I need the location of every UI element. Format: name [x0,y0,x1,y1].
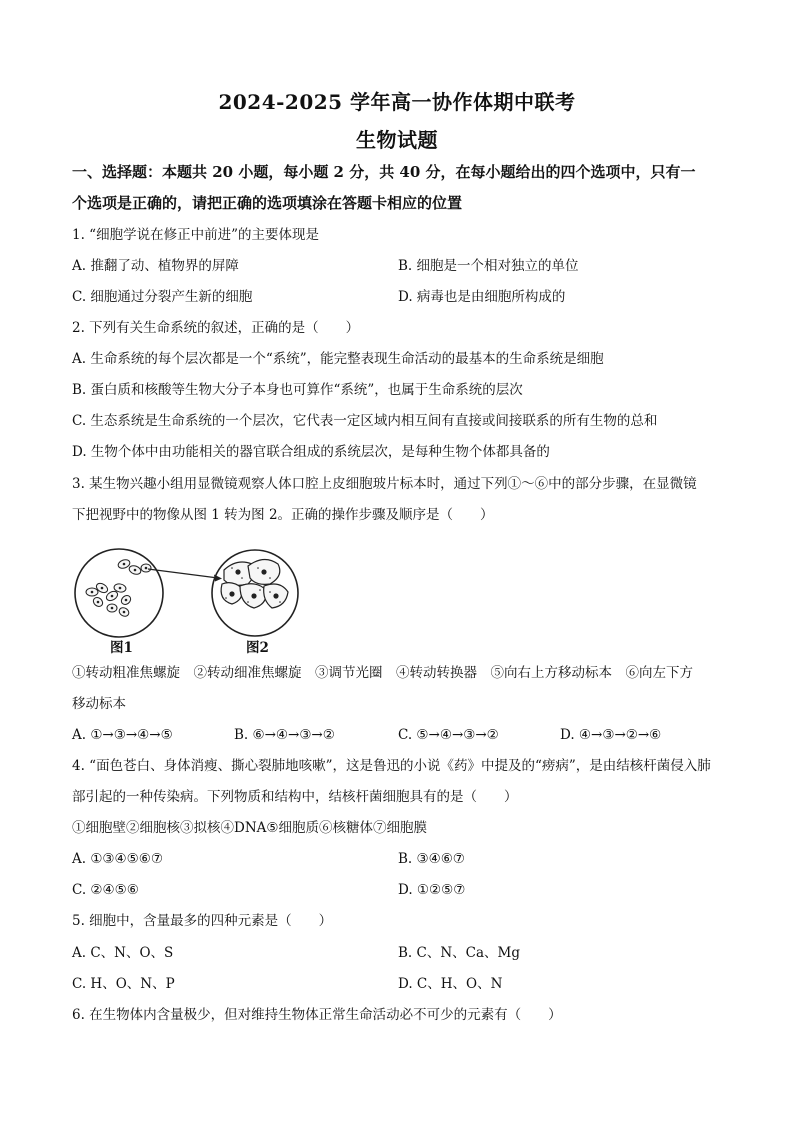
question-2-option-d: D. 生物个体中由功能相关的器官联合组成的系统层次，是每种生物个体都具备的 [72,444,550,460]
question-4-option-c: C. ②④⑤⑥ [72,882,139,898]
question-4-stem-line2: 部引起的一种传染病。下列物质和结构中，结核杆菌细胞具有的是（ ） [72,789,518,805]
microscope-views-svg [72,540,312,658]
exam-title: 2024-2025 学年高一协作体期中联考 [218,90,576,114]
question-1-option-d: D. 病毒也是由细胞所构成的 [398,289,566,305]
question-5-option-b: B. C、N、Ca、Mg [398,945,520,961]
question-4-option-d: D. ①②⑤⑦ [398,882,466,898]
question-3-option-d: D. ④→③→②→⑥ [560,727,662,743]
question-4-option-a: A. ①③④⑤⑥⑦ [72,851,163,867]
question-3-stem-line1: 3. 某生物兴趣小组用显微镜观察人体口腔上皮细胞玻片标本时，通过下列①～⑥中的部分步骤，在显微镜 [72,476,697,492]
question-1-option-b: B. 细胞是一个相对独立的单位 [398,258,579,274]
question-2-option-c: C. 生态系统是生命系统的一个层次，它代表一定区域内相互间有直接或间接联系的所有生物的总和 [72,413,658,429]
question-2-stem: 2. 下列有关生命系统的叙述，正确的是（ ） [72,320,360,336]
microscope-figure [72,540,312,658]
question-3-steps-line1: ①转动粗准焦螺旋 ②转动细准焦螺旋 ③调节光圈 ④转动转换器 ⑤向右上方移动标本 ⑥向左下方 [72,665,693,681]
question-5-option-c: C. H、O、N、P [72,976,175,992]
question-3-option-c: C. ⑤→④→③→② [398,727,499,743]
question-4-items: ①细胞壁②细胞核③拟核④DNA⑤细胞质⑥核糖体⑦细胞膜 [72,820,427,836]
question-5-option-d: D. C、H、O、N [398,976,503,992]
question-1-stem: 1. “细胞学说在修正中前进”的主要体现是 [72,227,319,243]
question-3-option-b: B. ⑥→④→③→② [234,727,335,743]
cells-small-group [86,558,151,618]
question-3-steps-line2: 移动标本 [72,696,126,712]
question-4-option-b: B. ③④⑥⑦ [398,851,465,867]
question-1-option-c: C. 细胞通过分裂产生新的细胞 [72,289,253,305]
question-3-stem-line2: 下把视野中的物像从图 1 转为图 2。正确的操作步骤及顺序是（ ） [72,507,494,523]
exam-subtitle: 生物试题 [356,128,438,152]
question-2-option-a: A. 生命系统的每个层次都是一个“系统”，能完整表现生命活动的最基本的生命系统是细胞 [72,351,604,367]
question-6-stem: 6. 在生物体内含量极少，但对维持生物体正常生命活动必不可少的元素有（ ） [72,1007,562,1023]
section-heading-line2: 个选项是正确的，请把正确的选项填涂在答题卡相应的位置 [72,194,463,212]
question-4-stem-line1: 4. “面色苍白、身体消瘦、撕心裂肺地咳嗽”，这是鲁迅的小说《药》中提及的“痨病”，是由结核杆菌侵入肺 [72,758,711,774]
figure-1-label: 图1 [110,640,133,656]
question-5-stem: 5. 细胞中，含量最多的四种元素是（ ） [72,913,333,929]
question-3-option-a: A. ①→③→④→⑤ [72,727,173,743]
figure-2-label: 图2 [246,640,269,656]
question-1-option-a: A. 推翻了动、植物界的屏障 [72,258,239,274]
question-5-option-a: A. C、N、O、S [72,945,174,961]
section-heading-line1: 一、选择题：本题共 20 小题，每小题 2 分，共 40 分，在每小题给出的四个选项中，只有一 [72,163,696,181]
question-2-option-b: B. 蛋白质和核酸等生物大分子本身也可算作“系统”，也属于生命系统的层次 [72,382,523,398]
cells-large-group [221,559,288,608]
